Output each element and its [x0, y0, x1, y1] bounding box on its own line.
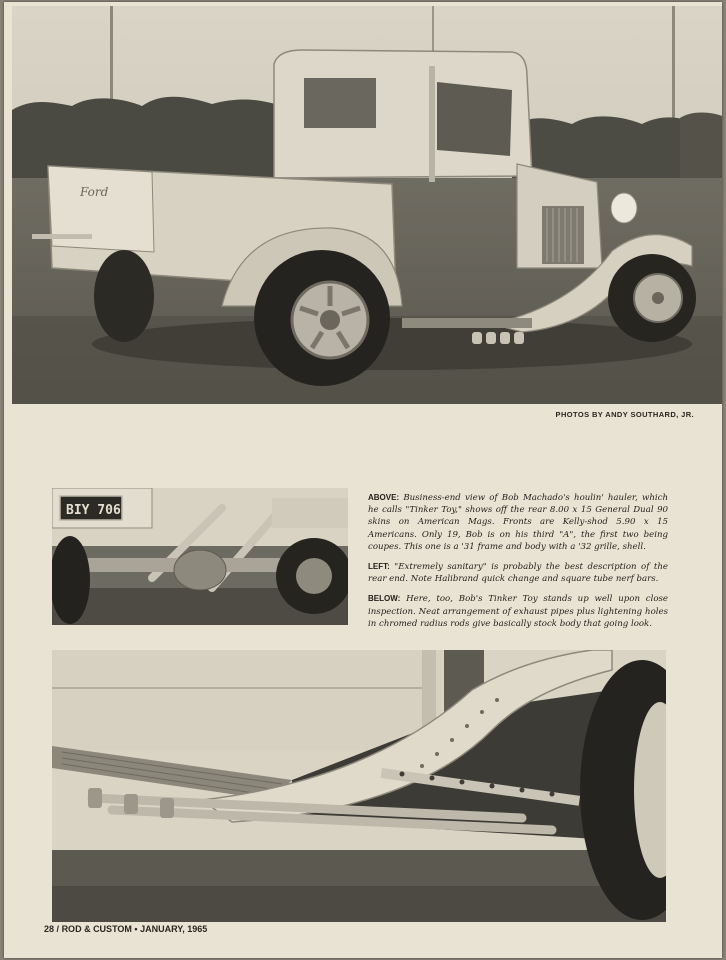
issue-date: JANUARY, 1965 — [140, 924, 208, 934]
caption-above-text: Business-end view of Bob Machado's houlin' hauler, which he calls "Tinker Toy," shows off the rear 8.00 x 15 General Dual 90 skins on American Mags. Fronts are Kelly-shod 5.90 x 15 Americans. Only 19, Bob is on his third "A", the first two being coupes. This one is a '31 frame and body with a '32 grille, shell. — [368, 493, 668, 552]
caption-below-text: Here, too, Bob's Tinker Toy stands up well upon close inspection. Neat arrangement of exhaust pipes plus lightening holes in chromed radius rods give basically stock body that going look. — [368, 594, 669, 629]
page-number: 28 — [44, 924, 55, 934]
truck-illustration — [12, 6, 722, 404]
caption-left-lead: LEFT: — [368, 562, 390, 572]
tailgate-ford-script: Ford — [80, 185, 109, 199]
truck-photo — [12, 6, 722, 404]
caption-below — [368, 593, 668, 630]
license-plate-text: BIY 706 — [66, 503, 121, 518]
magazine-page — [4, 2, 722, 958]
photo-captions — [368, 492, 668, 638]
fender-closeup-photo — [52, 650, 666, 922]
rear-end-illustration — [52, 488, 348, 625]
photo-credit: PHOTOS BY ANDY SOUTHARD, JR. — [555, 410, 694, 419]
rear-end-photo — [52, 488, 348, 625]
caption-above-lead: ABOVE: — [368, 493, 400, 502]
fender-illustration — [52, 650, 666, 922]
caption-left — [368, 561, 668, 585]
footer-bullet: • — [134, 924, 138, 934]
caption-above — [368, 492, 668, 553]
footer-separator: / — [56, 924, 60, 934]
caption-left-text: "Extremely sanitary" is probably the best description of the rear end. Note Halibrand quick change and square tube nerf bars. — [368, 562, 668, 585]
magazine-name: ROD & CUSTOM — [61, 924, 132, 934]
caption-below-lead: BELOW: — [368, 594, 401, 604]
page-footer — [44, 924, 207, 934]
